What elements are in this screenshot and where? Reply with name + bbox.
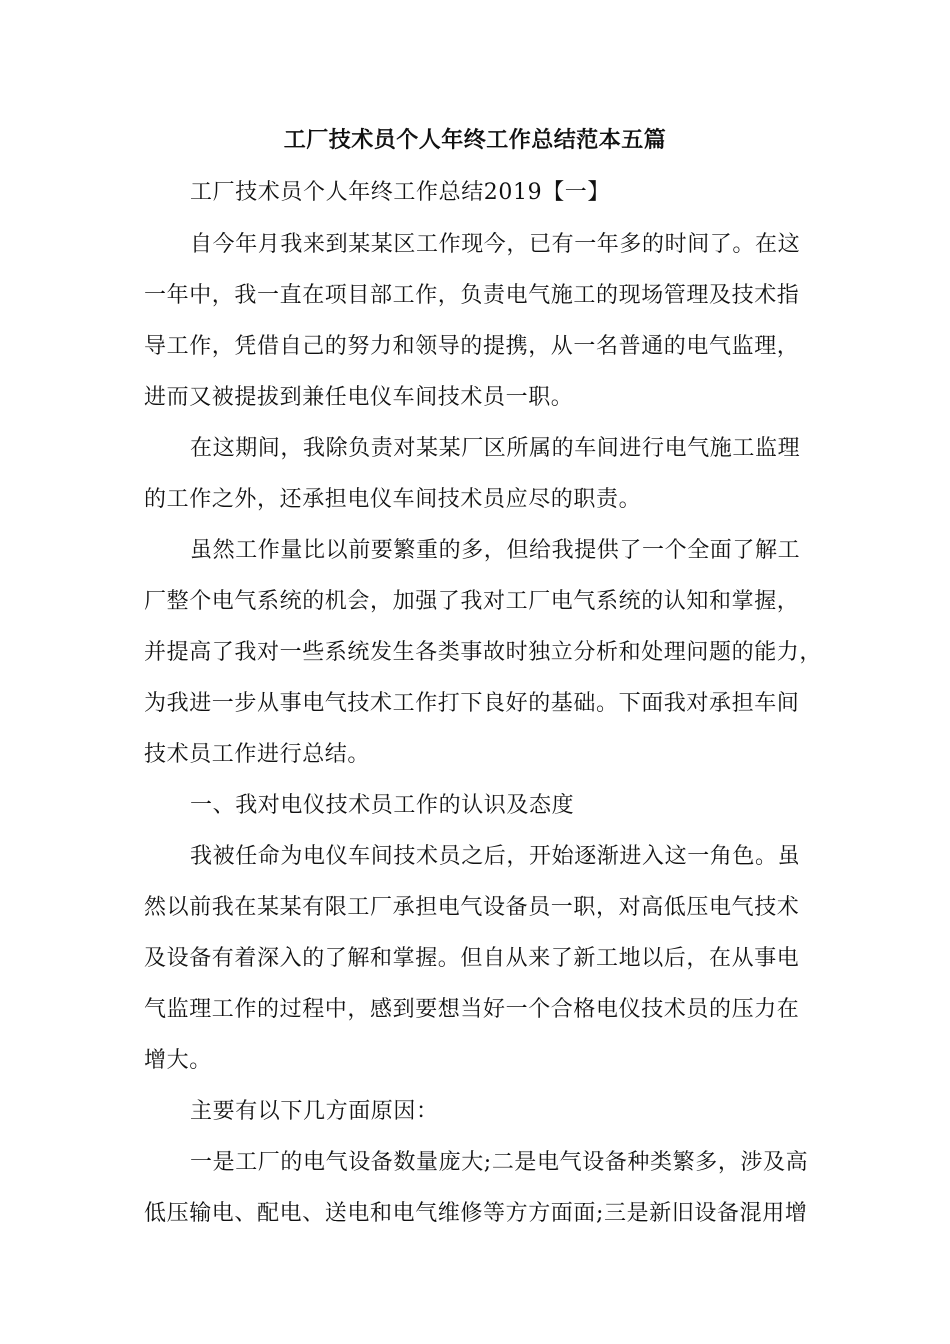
paragraph-line: 并提高了我对一些系统发生各类事故时独立分析和处理问题的能力，: [144, 640, 823, 665]
paragraph-line: 导工作，凭借自己的努力和领导的提携，从一名普通的电气监理，: [144, 334, 800, 359]
paragraph-line: 进而又被提拔到兼任电仪车间技术员一职。: [144, 385, 574, 410]
paragraph-line: 然以前我在某某有限工厂承担电气设备员一职，对高低压电气技术: [144, 895, 800, 920]
document-title: 工厂技术员个人年终工作总结范本五篇: [283, 127, 667, 153]
paragraph-line: 自今年月我来到某某区工作现今，已有一年多的时间了。在这: [190, 232, 801, 257]
paragraph-line: 技术员工作进行总结。: [144, 742, 371, 767]
paragraph-line: 为我进一步从事电气技术工作打下良好的基础。下面我对承担车间: [144, 691, 800, 716]
paragraph-line: 厂整个电气系统的机会，加强了我对工厂电气系统的认知和掌握，: [144, 589, 800, 614]
paragraph-line: 及设备有着深入的了解和掌握。但自从来了新工地以后，在从事电: [144, 946, 800, 971]
paragraph-line: 增大。: [144, 1048, 212, 1073]
section-heading: 一、我对电仪技术员工作的认识及态度: [190, 793, 575, 818]
paragraph-line: 一是工厂的电气设备数量庞大;二是电气设备种类繁多，涉及高: [190, 1150, 809, 1175]
paragraph-line: 低压输电、配电、送电和电气维修等方方面面;三是新旧设备混用增: [144, 1201, 808, 1226]
paragraph-line: 主要有以下几方面原因：: [190, 1099, 439, 1124]
paragraph-line: 在这期间，我除负责对某某厂区所属的车间进行电气施工监理: [190, 436, 801, 461]
paragraph-line: 一年中，我一直在项目部工作，负责电气施工的现场管理及技术指: [144, 283, 800, 308]
paragraph-line: 气监理工作的过程中，感到要想当好一个合格电仪技术员的压力在: [144, 997, 800, 1022]
paragraph-line: 我被任命为电仪车间技术员之后，开始逐渐进入这一角色。虽: [190, 844, 801, 869]
paragraph-line: 虽然工作量比以前要繁重的多，但给我提供了一个全面了解工: [190, 538, 801, 563]
paragraph-line: 的工作之外，还承担电仪车间技术员应尽的职责。: [144, 487, 642, 512]
section-heading: 工厂技术员个人年终工作总结2019【一】: [190, 180, 610, 205]
